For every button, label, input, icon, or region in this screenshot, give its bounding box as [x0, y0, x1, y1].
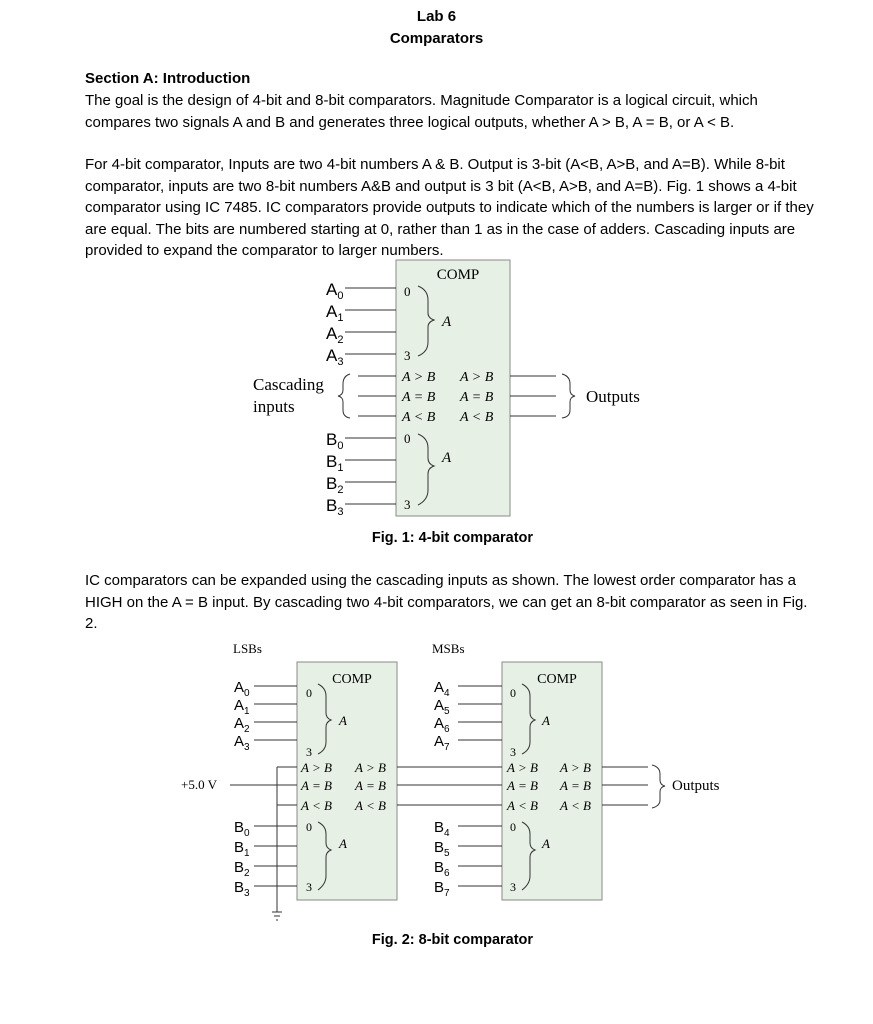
fig2-msb-in-lt: A < B	[507, 798, 538, 813]
fig1-caption: Fig. 1: 4-bit comparator	[371, 530, 534, 546]
fig2-b7-label: $B_7$	[434, 879, 450, 899]
fig2-lsb-in-lt: A < B	[301, 798, 332, 813]
four-bit-paragraph: For 4-bit comparator, Inputs are two 4-bit numbers A & B. Output is 3-bit (A<B, A>B, and A=B). While 8-bit comparator, inputs are two 8-bit numbers A&B and output is 3 bit (A<B, A>B, and A=B). Fig. 1 shows a 4-bit comparator using IC 7485. IC comparators provide outputs to indicate which of the numbers is larger or if they are equal. The bits are numbered starting at 0, rather than 1 as in the case of adders. Cascading inputs are provided to expand the comparator to larger numbers.	[85, 156, 814, 259]
fig2-lsb-out-lt: A < B	[355, 798, 386, 813]
fig2-msb-b-end: 3	[510, 880, 516, 894]
fig2-b6-label: $B_6$	[434, 859, 450, 879]
fig2-lsb-a-start: 0	[306, 686, 312, 700]
fig2-caption: Fig. 2: 8-bit comparator	[371, 932, 534, 948]
fig2-msb-comp-label: COMP	[537, 672, 577, 687]
fig2-b2-label: $B_2$	[234, 859, 250, 879]
fig1-b2-label: $B_2$	[326, 474, 344, 496]
fig1-out-lt: A < B	[460, 410, 494, 425]
fig1-a3-label: $A_3$	[326, 346, 344, 368]
fig2-msb-word-a: A	[542, 713, 550, 728]
fig1-out-gt: A > B	[460, 370, 494, 385]
fig1-word-a: A	[442, 314, 452, 330]
fig2-msb-out-eq: A = B	[560, 778, 591, 793]
fig2-msb-in-eq: A = B	[507, 778, 538, 793]
fig1-a0-label: $A_0$	[326, 280, 344, 302]
fig2-a1-label: $A_1$	[234, 697, 250, 717]
fig2-supply-label: +5.0 V	[181, 777, 217, 792]
fig2-msb-b-start: 0	[510, 820, 516, 834]
fig1-a-inputs	[326, 280, 396, 368]
fig2-a2-label: $A_2$	[234, 715, 250, 735]
fig2-a3-label: $A_3$	[234, 733, 250, 753]
fig2-output-brace	[652, 765, 665, 808]
lab-title: Comparators	[389, 30, 484, 47]
fig2-a5-label: $A_5$	[434, 697, 450, 717]
fig2-msb-a-start: 0	[510, 686, 516, 700]
fig1-cascading-label: Cascading	[253, 375, 324, 394]
fig1-inputs-label: inputs	[253, 397, 295, 416]
fig2-msb-out-gt: A > B	[560, 760, 591, 775]
fig1-b-range-end: 3	[404, 497, 411, 512]
fig2-lsb-comp-label: COMP	[332, 672, 372, 687]
fig2-lsb-word-b: A	[339, 836, 347, 851]
fig2-msb-word-b: A	[542, 836, 550, 851]
fig1-outputs-label: Outputs	[586, 387, 640, 406]
fig2-b1-label: $B_1$	[234, 839, 250, 859]
intro-paragraph: The goal is the design of 4-bit and 8-bit comparators. Magnitude Comparator is a logical circuit, which compares two signals A and B and generates three logical outputs, whether A > B, A = B, or A < B.	[85, 92, 758, 131]
fig1-4bit-comparator-diagram	[253, 260, 640, 518]
fig1-in-lt: A < B	[402, 410, 436, 425]
fig1-comp-label: COMP	[436, 267, 480, 283]
fig1-a-range-start: 0	[404, 284, 411, 299]
fig1-in-gt: A > B	[402, 370, 436, 385]
fig2-b0-label: $B_0$	[234, 819, 250, 839]
fig2-msb-in-gt: A > B	[507, 760, 538, 775]
fig2-a0-label: $A_0$	[234, 679, 250, 699]
fig2-lsb-a-end: 3	[306, 745, 312, 759]
fig1-a-range-end: 3	[404, 348, 411, 363]
fig1-cascade-brace	[338, 374, 350, 418]
fig1-word-b: A	[442, 450, 452, 466]
fig2-lsb-b-start: 0	[306, 820, 312, 834]
fig2-msb-out-lt: A < B	[560, 798, 591, 813]
fig2-8bit-comparator-diagram	[181, 641, 720, 920]
fig1-comp-chip	[396, 260, 510, 516]
fig2-b4-label: $B_4$	[434, 819, 450, 839]
fig2-b5-label: $B_5$	[434, 839, 450, 859]
fig1-output-brace	[562, 374, 575, 418]
lab-number: Lab 6	[416, 8, 457, 25]
fig2-lsb-out-eq: A = B	[355, 778, 386, 793]
fig2-outputs-label: Outputs	[672, 778, 720, 794]
fig2-msbs-label: MSBs	[432, 641, 465, 656]
fig1-a2-label: $A_2$	[326, 324, 344, 346]
fig2-lsb-in-eq: A = B	[301, 778, 332, 793]
cascade-paragraph: IC comparators can be expanded using the cascading inputs as shown. The lowest order comparator has a HIGH on the A = B input. By cascading two 4-bit comparators, we can get an 8-bit comparator as seen in Fig. 2.	[85, 572, 808, 632]
fig2-b3-label: $B_3$	[234, 879, 250, 899]
fig1-b3-label: $B_3$	[326, 496, 344, 518]
fig2-a7-label: $A_7$	[434, 733, 450, 753]
fig2-lsb-out-gt: A > B	[355, 760, 386, 775]
fig1-b1-label: $B_1$	[326, 452, 344, 474]
fig2-lsbs-label: LSBs	[233, 641, 262, 656]
fig1-a1-label: $A_1$	[326, 302, 344, 324]
fig2-lsb-word-a: A	[339, 713, 347, 728]
section-heading: Section A: Introduction	[85, 70, 251, 87]
fig1-b-inputs	[326, 430, 396, 518]
fig1-out-eq: A = B	[460, 390, 494, 405]
fig1-b0-label: $B_0$	[326, 430, 344, 452]
fig1-in-eq: A = B	[402, 390, 436, 405]
fig2-a6-label: $A_6$	[434, 715, 450, 735]
fig2-msb-a-end: 3	[510, 745, 516, 759]
fig2-lsb-b-end: 3	[306, 880, 312, 894]
fig2-a4-label: $A_4$	[434, 679, 450, 699]
fig2-lsb-in-gt: A > B	[301, 760, 332, 775]
fig1-b-range-start: 0	[404, 431, 411, 446]
